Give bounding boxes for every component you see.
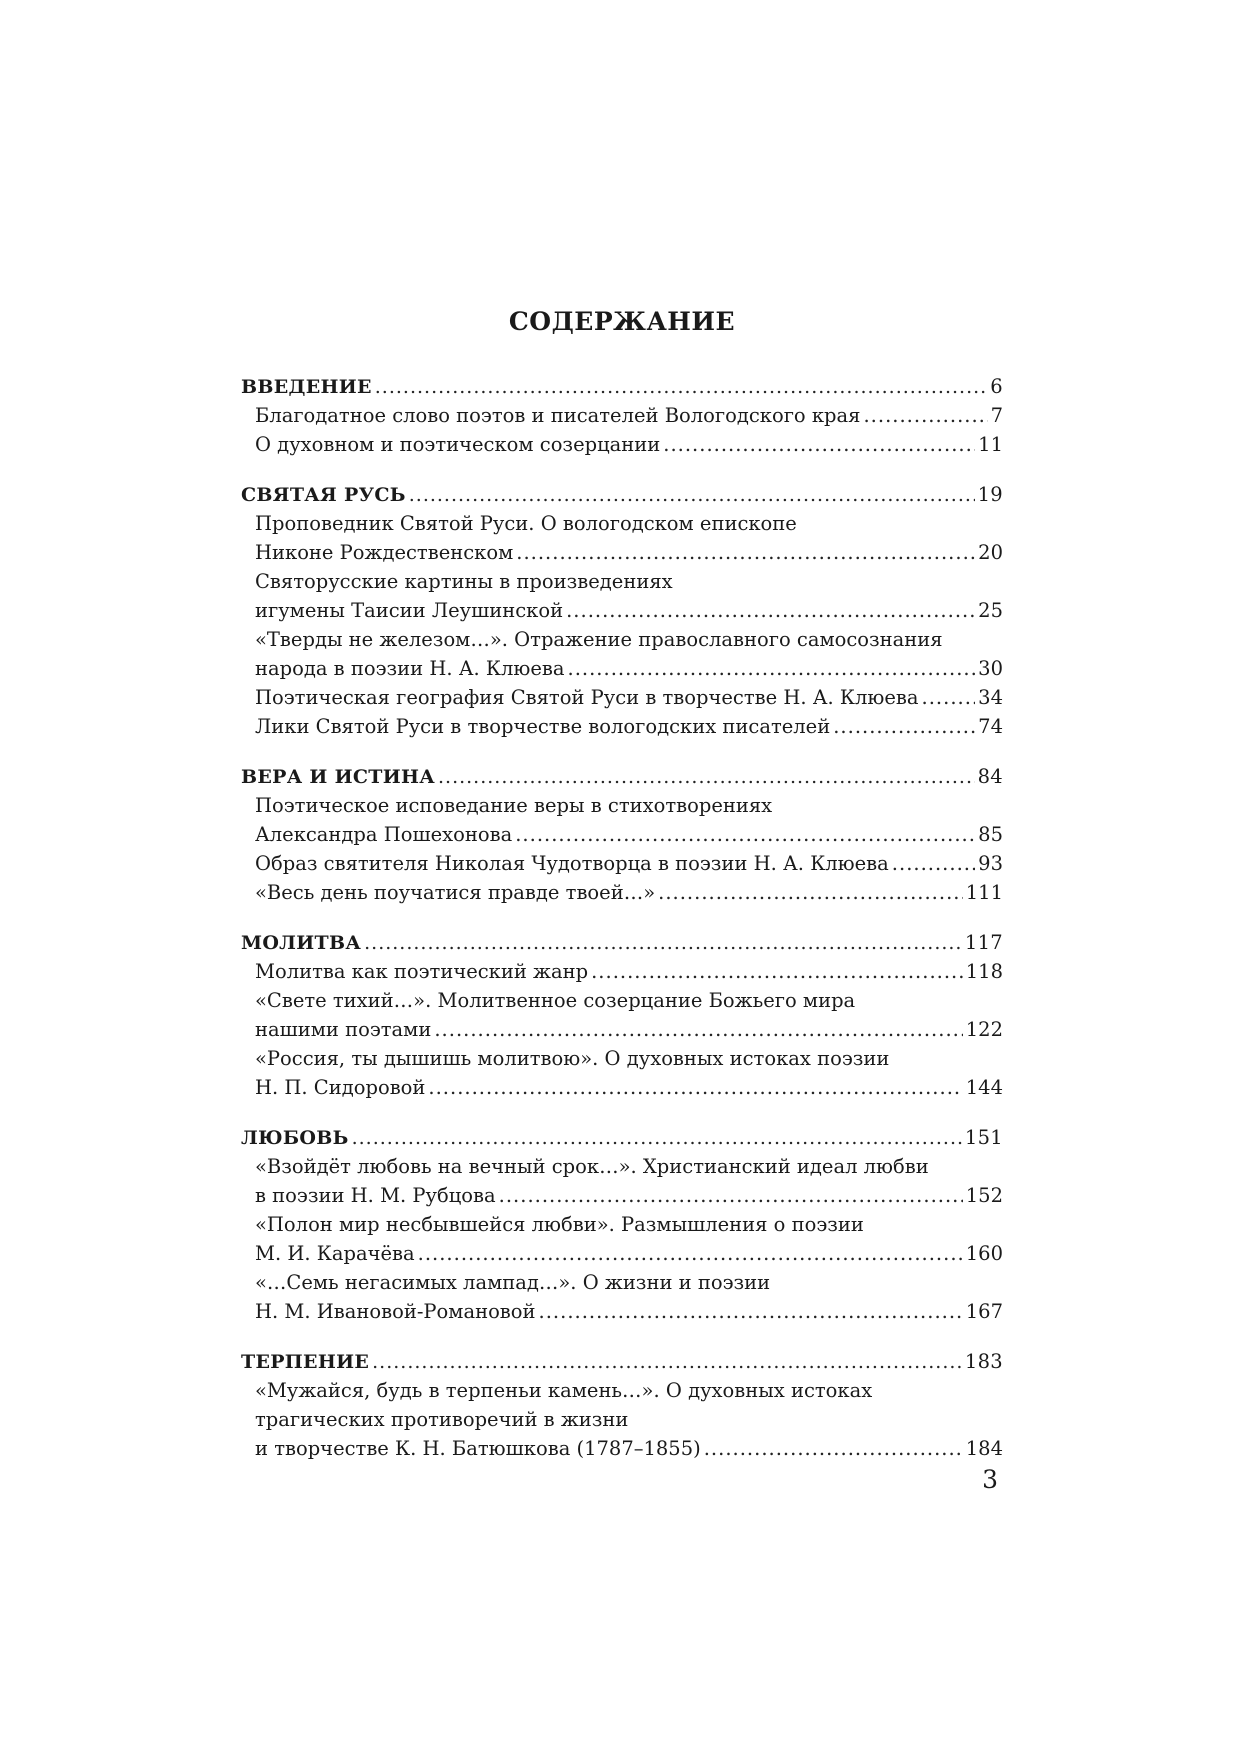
toc-entry-page: 152 bbox=[965, 1184, 1003, 1207]
toc-entry-line[interactable] bbox=[241, 712, 1003, 741]
toc-entry-text: «Мужайся, будь в терпеньи камень…». О духовных истоках bbox=[255, 1379, 873, 1402]
toc-entry-line[interactable] bbox=[241, 596, 1003, 625]
toc-section-page: 151 bbox=[964, 1126, 1003, 1149]
toc-entry-page: 122 bbox=[965, 1018, 1003, 1041]
toc-entry-text: Н. М. Ивановой-Романовой bbox=[255, 1300, 536, 1323]
dot-leader bbox=[539, 1297, 963, 1326]
toc-entry-text: «Весь день поучатися правде твоей…» bbox=[255, 881, 656, 904]
toc-entry-text: Александра Пошехонова bbox=[255, 823, 513, 846]
toc-entry-text: нашими поэтами bbox=[255, 1018, 432, 1041]
toc-entry-text: в поэзии Н. М. Рубцова bbox=[255, 1184, 496, 1207]
dot-leader bbox=[568, 654, 976, 683]
dot-leader bbox=[663, 430, 975, 459]
dot-leader bbox=[418, 1239, 963, 1268]
toc-entry-page: 20 bbox=[978, 541, 1003, 564]
toc-entry-line[interactable] bbox=[241, 1376, 1003, 1405]
toc-entry-text: народа в поэзии Н. А. Клюева bbox=[255, 657, 565, 680]
toc-entry-line[interactable] bbox=[241, 986, 1003, 1015]
toc-entry-page: 93 bbox=[978, 852, 1003, 875]
toc-entry-line[interactable] bbox=[241, 1044, 1003, 1073]
toc-entry-text: «Россия, ты дышишь молитвою». О духовных истоках поэзии bbox=[255, 1047, 890, 1070]
dot-leader bbox=[352, 1124, 962, 1153]
toc-entry-page: 74 bbox=[978, 715, 1003, 738]
toc-entry-page: 144 bbox=[965, 1076, 1003, 1099]
toc-section-page: 84 bbox=[977, 765, 1003, 788]
dot-leader bbox=[833, 712, 975, 741]
toc-section bbox=[241, 928, 1003, 1102]
toc-section-title: ЛЮБОВЬ bbox=[241, 1127, 349, 1149]
toc-section-page: 183 bbox=[964, 1350, 1003, 1373]
toc-entry-page: 25 bbox=[978, 599, 1003, 622]
toc-entry-text: «…Семь негасимых лампад…». О жизни и поэзии bbox=[255, 1271, 771, 1294]
toc-entry-text: трагических противоречий в жизни bbox=[255, 1408, 629, 1431]
toc-entry-text: Поэтическое исповедание веры в стихотворениях bbox=[255, 794, 773, 817]
toc-entry-text: Поэтическая география Святой Руси в творчестве Н. А. Клюева bbox=[255, 686, 919, 709]
toc-entry-page: 7 bbox=[990, 404, 1003, 427]
toc-entry-line[interactable] bbox=[241, 878, 1003, 907]
toc-entry-text: Н. П. Сидоровой bbox=[255, 1076, 426, 1099]
toc-section bbox=[241, 1347, 1003, 1463]
toc-entry-line[interactable] bbox=[241, 538, 1003, 567]
toc-entry-text: и творчестве К. Н. Батюшкова (1787–1855) bbox=[255, 1437, 701, 1460]
toc-entry-line[interactable] bbox=[241, 957, 1003, 986]
toc-entry-line[interactable] bbox=[241, 430, 1003, 459]
toc-entry-page: 111 bbox=[965, 881, 1003, 904]
toc-entry-line[interactable] bbox=[241, 1152, 1003, 1181]
toc-entry-text: О духовном и поэтическом созерцании bbox=[255, 433, 661, 456]
toc-entry-page: 167 bbox=[965, 1300, 1003, 1323]
toc-list bbox=[241, 372, 1003, 1484]
toc-section-title: ВВЕДЕНИЕ bbox=[241, 376, 372, 398]
toc-section-title: ВЕРА И ИСТИНА bbox=[241, 766, 435, 788]
toc-entry-text: игумены Таисии Леушинской bbox=[255, 599, 564, 622]
dot-leader bbox=[658, 878, 963, 907]
toc-heading: СОДЕРЖАНИЕ bbox=[508, 307, 736, 336]
toc-entry-line[interactable] bbox=[241, 567, 1003, 596]
toc-section-title-line[interactable] bbox=[241, 1347, 1003, 1376]
toc-section-title: МОЛИТВА bbox=[241, 932, 362, 954]
dot-leader bbox=[516, 538, 975, 567]
toc-entry-line[interactable] bbox=[241, 849, 1003, 878]
page-number: 3 bbox=[982, 1465, 998, 1494]
toc-entry-line[interactable] bbox=[241, 1073, 1003, 1102]
toc-entry-line[interactable] bbox=[241, 1210, 1003, 1239]
toc-section-title: СВЯТАЯ РУСЬ bbox=[241, 484, 406, 506]
toc-entry-line[interactable] bbox=[241, 820, 1003, 849]
toc-section-title-line[interactable] bbox=[241, 372, 1003, 401]
dot-leader bbox=[515, 820, 975, 849]
dot-leader bbox=[704, 1434, 963, 1463]
toc-entry-line[interactable] bbox=[241, 683, 1003, 712]
toc-section bbox=[241, 762, 1003, 907]
toc-entry-line[interactable] bbox=[241, 1434, 1003, 1463]
toc-entry-line[interactable] bbox=[241, 1268, 1003, 1297]
dot-leader bbox=[892, 849, 975, 878]
dot-leader bbox=[372, 1348, 962, 1377]
toc-entry-line[interactable] bbox=[241, 1239, 1003, 1268]
toc-entry-text: Молитва как поэтический жанр bbox=[255, 960, 589, 983]
toc-section-page: 6 bbox=[990, 375, 1003, 398]
dot-leader bbox=[409, 481, 975, 510]
dot-leader bbox=[499, 1181, 963, 1210]
toc-entry-text: «Тверды не железом…». Отражение православного самосознания bbox=[255, 628, 943, 651]
toc-entry-text: Проповедник Святой Руси. О вологодском епископе bbox=[255, 512, 797, 535]
toc-section bbox=[241, 372, 1003, 459]
toc-entry-page: 30 bbox=[978, 657, 1003, 680]
dot-leader bbox=[438, 763, 975, 792]
toc-entry-line[interactable] bbox=[241, 1181, 1003, 1210]
toc-entry-text: Образ святителя Николая Чудотворца в поэзии Н. А. Клюева bbox=[255, 852, 889, 875]
toc-entry-line[interactable] bbox=[241, 625, 1003, 654]
toc-entry-text: «Свете тихий…». Молитвенное созерцание Божьего мира bbox=[255, 989, 856, 1012]
toc-entry-line[interactable] bbox=[241, 401, 1003, 430]
toc-section bbox=[241, 480, 1003, 741]
dot-leader bbox=[922, 683, 976, 712]
toc-entry-text: М. И. Карачёва bbox=[255, 1242, 415, 1265]
toc-entry-line[interactable] bbox=[241, 1405, 1003, 1434]
dot-leader bbox=[566, 596, 975, 625]
toc-section-page: 19 bbox=[977, 483, 1003, 506]
toc-entry-line[interactable] bbox=[241, 1297, 1003, 1326]
toc-entry-text: Благодатное слово поэтов и писателей Вологодского края bbox=[255, 404, 861, 427]
toc-entry-page: 11 bbox=[978, 433, 1003, 456]
toc-entry-line[interactable] bbox=[241, 1015, 1003, 1044]
toc-section-title-line[interactable] bbox=[241, 928, 1003, 957]
toc-entry-line[interactable] bbox=[241, 791, 1003, 820]
toc-section-title-line[interactable] bbox=[241, 762, 1003, 791]
toc-entry-text: Лики Святой Руси в творчестве вологодских писателей bbox=[255, 715, 831, 738]
dot-leader bbox=[434, 1015, 962, 1044]
dot-leader bbox=[364, 929, 962, 958]
toc-section bbox=[241, 1123, 1003, 1326]
toc-entry-text: «Взойдёт любовь на вечный срок…». Христианский идеал любви bbox=[255, 1155, 929, 1178]
dot-leader bbox=[591, 957, 963, 986]
toc-entry-page: 160 bbox=[965, 1242, 1003, 1265]
dot-leader bbox=[375, 373, 988, 402]
toc-section-title: ТЕРПЕНИЕ bbox=[241, 1351, 370, 1373]
table-of-contents-page bbox=[241, 0, 1003, 1755]
toc-entry-text: Святорусские картины в произведениях bbox=[255, 570, 673, 593]
toc-section-page: 117 bbox=[964, 931, 1003, 954]
dot-leader bbox=[428, 1073, 962, 1102]
toc-section-title-line[interactable] bbox=[241, 480, 1003, 509]
toc-entry-text: Никоне Рождественском bbox=[255, 541, 514, 564]
toc-entry-page: 118 bbox=[965, 960, 1003, 983]
toc-entry-page: 184 bbox=[965, 1437, 1003, 1460]
toc-entry-page: 34 bbox=[978, 686, 1003, 709]
toc-entry-line[interactable] bbox=[241, 654, 1003, 683]
toc-entry-page: 85 bbox=[978, 823, 1003, 846]
toc-section-title-line[interactable] bbox=[241, 1123, 1003, 1152]
dot-leader bbox=[863, 401, 987, 430]
toc-entry-line[interactable] bbox=[241, 509, 1003, 538]
toc-entry-text: «Полон мир несбывшейся любви». Размышления о поэзии bbox=[255, 1213, 864, 1236]
